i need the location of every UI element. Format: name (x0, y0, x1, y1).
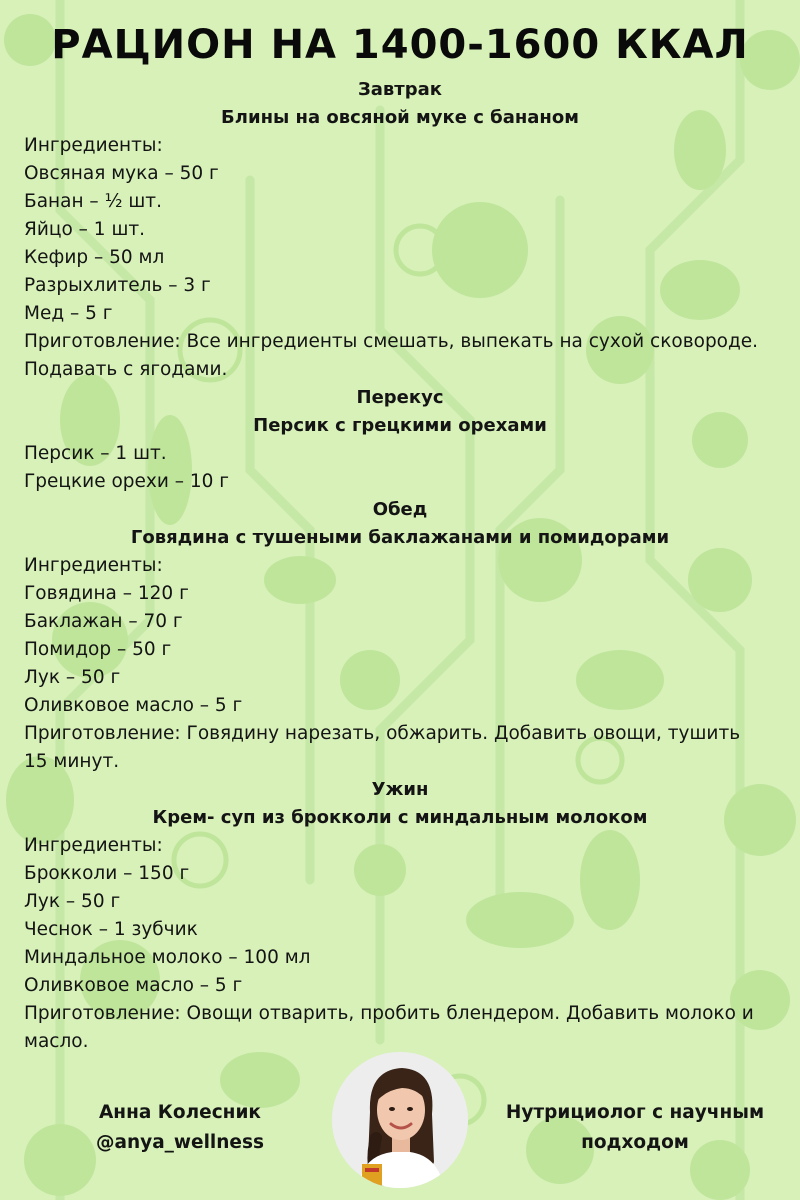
ingredient-item: Грецкие орехи – 10 г (24, 471, 230, 492)
page-title: РАЦИОН НА 1400-1600 ККАЛ (51, 22, 749, 68)
preparation-text: Подавать с ягодами. (24, 359, 228, 380)
author-handle[interactable]: @anya_wellness (95, 1132, 264, 1153)
author-avatar (332, 1052, 468, 1188)
ingredient-item: Миндальное молоко – 100 мл (24, 947, 311, 968)
meal-heading: Обед (372, 499, 428, 520)
menu-content (24, 76, 784, 1056)
author-name: Анна Колесник (98, 1102, 261, 1123)
ingredient-item: Говядина – 120 г (24, 583, 189, 604)
preparation-text: Приготовление: Говядину нарезать, обжарить. Добавить овощи, тушить (24, 723, 741, 744)
ingredient-item: Лук – 50 г (24, 667, 121, 688)
ingredient-item: Персик – 1 шт. (24, 443, 167, 464)
meal-heading: Завтрак (357, 79, 442, 100)
ingredient-item: Яйцо – 1 шт. (24, 219, 146, 240)
dish-title: Говядина с тушеными баклажанами и помидорами (130, 527, 670, 548)
ingredients-label: Ингредиенты: (24, 555, 163, 576)
ingredient-item: Чеснок – 1 зубчик (24, 919, 198, 940)
ingredients-label: Ингредиенты: (24, 135, 163, 156)
dish-title: Крем- суп из брокколи с миндальным молоком (152, 807, 648, 828)
ingredient-item: Лук – 50 г (24, 891, 121, 912)
ingredients-label: Ингредиенты: (24, 835, 163, 856)
ingredient-item: Овсяная мука – 50 г (24, 163, 219, 184)
preparation-text: 15 минут. (24, 751, 120, 772)
role-block (500, 1098, 770, 1158)
snack-section (24, 384, 784, 496)
ingredient-item: Баклажан – 70 г (24, 611, 183, 632)
role-line: подходом (581, 1132, 689, 1153)
preparation-text: Приготовление: Все ингредиенты смешать, выпекать на сухой сковороде. (24, 331, 759, 352)
preparation-text: Приготовление: Овощи отварить, пробить блендером. Добавить молоко и (24, 1003, 754, 1024)
ingredient-item: Помидор – 50 г (24, 639, 172, 660)
ingredient-item: Кефир – 50 мл (24, 247, 165, 268)
preparation-text: масло. (24, 1031, 89, 1052)
dish-title: Блины на овсяной муке с бананом (221, 107, 579, 128)
ingredient-item: Оливковое масло – 5 г (24, 695, 243, 716)
meal-heading: Перекус (356, 387, 444, 408)
author-portrait-icon (332, 1052, 468, 1188)
ingredient-item: Разрыхлитель – 3 г (24, 275, 211, 296)
meal-heading: Ужин (371, 779, 429, 800)
ingredient-item: Мед – 5 г (24, 303, 113, 324)
dinner-section (24, 776, 784, 1056)
ingredient-item: Оливковое масло – 5 г (24, 975, 243, 996)
footer (0, 1050, 800, 1200)
dish-title: Персик с грецкими орехами (253, 415, 547, 436)
lunch-section (24, 496, 784, 776)
breakfast-section (24, 76, 784, 384)
role-line: Нутрициолог с научным (505, 1102, 765, 1123)
ingredient-item: Брокколи – 150 г (24, 863, 190, 884)
ingredient-item: Банан – ½ шт. (24, 191, 162, 212)
author-block (60, 1098, 300, 1158)
